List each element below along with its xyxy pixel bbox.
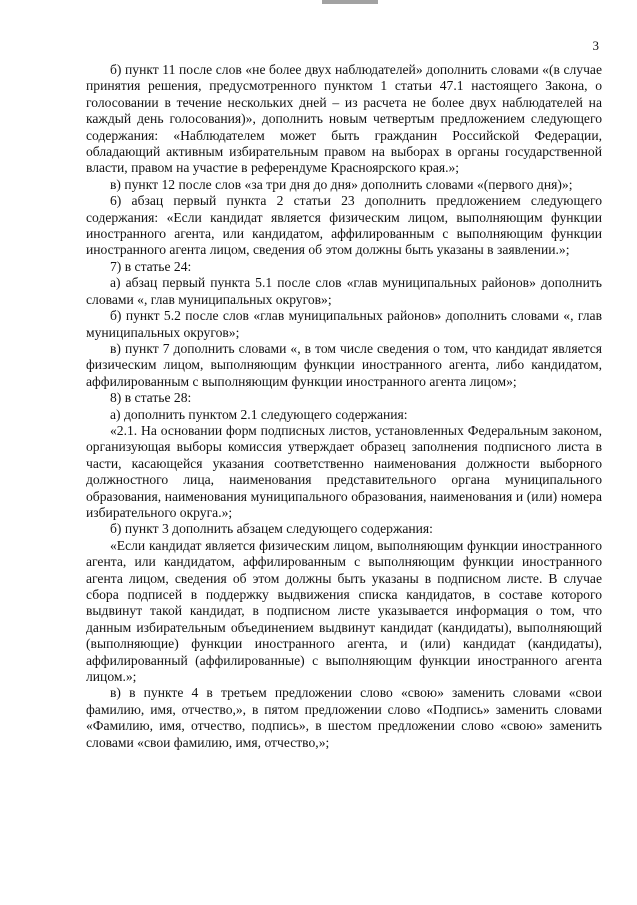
paragraph: а) абзац первый пункта 5.1 после слов «глав муниципальных районов» дополнить словами «, глав муниципальных округов»; [86, 275, 602, 307]
paragraph: «2.1. На основании форм подписных листов, установленных Федеральным законом, организующая выборы комиссия утверждает образец заполнения подписного листа в части, касающейся указания соответственно наименования должности выборного должностного лица, наименования представительного органа муниципального образования, наименования муниципального образования, наименования и (или) номера избирательного округа.»; [86, 422, 602, 520]
paragraph: 6) абзац первый пункта 2 статьи 23 дополнить предложением следующего содержания: «Если кандидат является физическим лицом, выполняющим функции иностранного агента, или кандидатом, аффилированным с выполняющим функции иностранного агента лицом, сведения об этом должны быть указаны в заявлении.»; [86, 193, 602, 258]
paragraph: 7) в статье 24: [110, 258, 192, 274]
page-number: 3 [592, 38, 599, 53]
paragraph: б) пункт 5.2 после слов «глав муниципальных районов» дополнить словами «, глав муниципальных округов»; [86, 308, 602, 340]
paragraph: б) пункт 3 дополнить абзацем следующего содержания: [110, 521, 433, 537]
paragraph: 8) в статье 28: [110, 390, 192, 406]
paragraph: в) пункт 12 после слов «за три дня до дня» дополнить словами «(первого дня)»; [110, 176, 573, 192]
top-edge-mark [322, 0, 378, 4]
document-body [86, 62, 602, 751]
paragraph: «Если кандидат является физическим лицом, выполняющим функции иностранного агента, или кандидатом, аффилированным с выполняющим функции иностранного агента лицом, сведения об этом должны быть указаны в подписном листе. В случае сбора подписей в поддержку выдвижения списка кандидатов, в составе которого выдвинут такой кандидат, в подписном листе указывается информация о том, что данным избирательным объединением выдвинут кандидат (кандидаты), выполняющий (выполняющие) функции иностранного агента, и (или) кандидат (кандидаты), аффилированный (аффилированные) с выполняющим функции иностранного агента лицом.»; [86, 537, 602, 685]
paragraph: в) в пункте 4 в третьем предложении слово «свою» заменить словами «свои фамилию, имя, отчество,», в пятом предложении слово «Подпись» заменить словами «Фамилию, имя, отчество, подпись», в шестом предложении слово «свою» заменить словами «свои фамилию, имя, отчество,»; [86, 685, 602, 750]
paragraph: а) дополнить пунктом 2.1 следующего содержания: [110, 406, 408, 422]
paragraph: б) пункт 11 после слов «не более двух наблюдателей» дополнить словами «(в случае принятия решения, предусмотренного пунктом 1 статьи 47.1 настоящего Закона, о голосовании в течение нескольких дней – из расчета не более двух наблюдателей на каждый день голосования)», дополнить новым четвертым предложением следующего содержания: «Наблюдателем может быть гражданин Российской Федерации, обладающий активным избирательным правом на выборах в органы государственной власти, правом на участие в референдуме Красноярского края.»; [86, 62, 602, 176]
paragraph: в) пункт 7 дополнить словами «, в том числе сведения о том, что кандидат является физическим лицом, выполняющим функции иностранного агента, либо кандидатом, аффилированным с выполняющим функции иностранного агента лицом»; [86, 340, 602, 389]
